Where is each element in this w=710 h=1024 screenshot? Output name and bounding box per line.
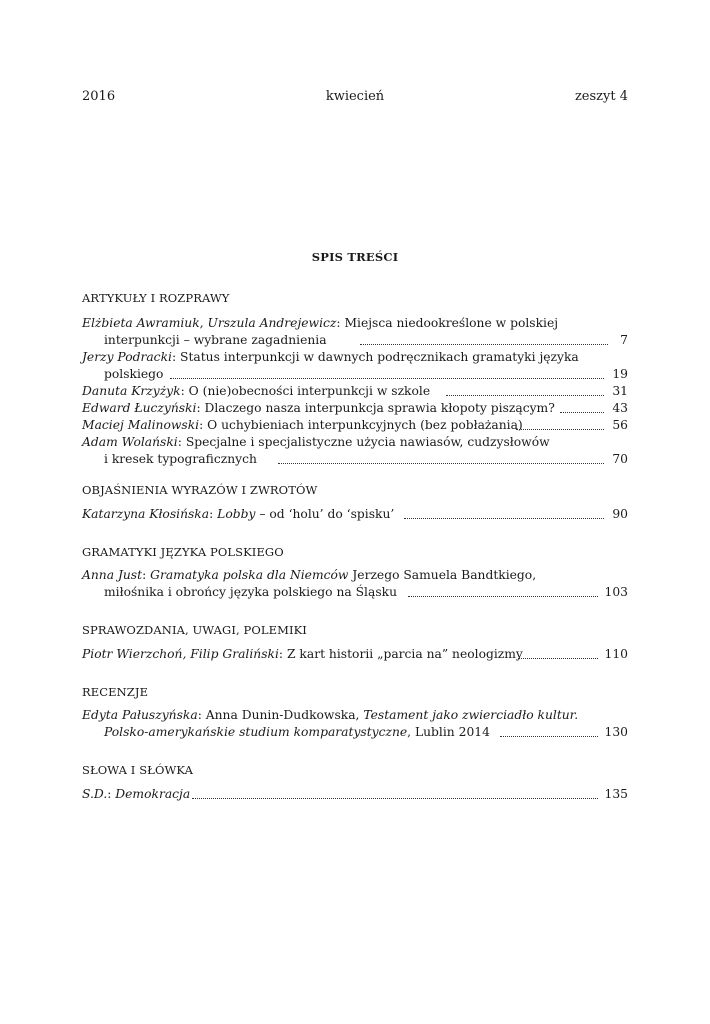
section-heading-grammars: GRAMATYKI JĘZYKA POLSKIEGO bbox=[82, 545, 284, 559]
entry-title-cont: i kresek typograficznych bbox=[104, 452, 257, 466]
entry-authors: Edyta Pałuszyńska bbox=[82, 708, 198, 722]
toc-entry-5[interactable]: Maciej Malinowski: O uchybieniach interpunkcyjnych (bez pobłażania) 56 bbox=[82, 418, 628, 432]
entry-authors: Elżbieta Awramiuk, Urszula Andrejewicz bbox=[82, 316, 337, 330]
toc-entry-2[interactable]: Jerzy Podracki: Status interpunkcji w dawnych podręcznikach gramatyki języka polskiego 19 bbox=[82, 350, 628, 381]
entry-title: Status interpunkcji w dawnych podręcznikach gramatyki języka bbox=[180, 350, 579, 364]
entry-title-cont: interpunkcji – wybrane zagadnienia bbox=[104, 333, 327, 347]
entry-title-italic: Testament jako zwierciadło kultur. bbox=[363, 708, 579, 722]
entry-page: 90 bbox=[612, 507, 628, 521]
entry-page: 31 bbox=[612, 384, 628, 398]
entry-title-italic: Lobby bbox=[217, 507, 256, 521]
entry-title: Anna Dunin-Dudkowska, bbox=[205, 708, 360, 722]
toc-entry-10[interactable]: Edyta Pałuszyńska: Anna Dunin-Dudkowska, Testament jako zwierciadło kultur. Polsko-amerykańskie studium komparatystyczne, Lublin 2014 130 bbox=[82, 708, 628, 739]
entry-page: 103 bbox=[604, 585, 628, 599]
entry-authors: S.D. bbox=[82, 787, 108, 801]
entry-title: Jerzego Samuela Bandtkiego, bbox=[352, 568, 537, 582]
toc-entry-11[interactable]: S.D.: Demokracja 135 bbox=[82, 787, 628, 801]
toc-entry-4[interactable]: Edward Łuczyński: Dlaczego nasza interpunkcja sprawia kłopoty piszącym? 43 bbox=[82, 401, 628, 415]
toc-entry-1[interactable]: Elżbieta Awramiuk, Urszula Andrejewicz: Miejsca niedookreślone w polskiej interpunkcji – wybrane zagadnienia 7 bbox=[82, 316, 628, 347]
entry-title: Dlaczego nasza interpunkcja sprawia kłopoty piszącym? bbox=[204, 401, 555, 415]
header-month: kwiecień bbox=[325, 89, 385, 104]
entry-title-italic: Demokracja bbox=[115, 787, 191, 801]
entry-page: 70 bbox=[612, 452, 628, 466]
section-heading-words: SŁOWA I SŁÓWKA bbox=[82, 763, 194, 777]
entry-authors: Edward Łuczyński bbox=[82, 401, 197, 415]
entry-title-cont-italic: Polsko-amerykańskie studium komparatystyczne bbox=[104, 725, 408, 739]
entry-authors: Piotr Wierzchoń, Filip Graliński bbox=[82, 647, 279, 661]
entry-title-cont: miłośnika i obrońcy języka polskiego na Śląsku bbox=[104, 585, 397, 599]
entry-title: Specjalne i specjalistyczne użycia nawiasów, cudzysłowów bbox=[185, 435, 550, 449]
toc-entry-3[interactable]: Danuta Krzyżyk: O (nie)obecności interpunkcji w szkole 31 bbox=[82, 384, 628, 398]
entry-page: 135 bbox=[604, 787, 628, 801]
header-year: 2016 bbox=[82, 89, 116, 104]
entry-authors: Jerzy Podracki bbox=[82, 350, 172, 364]
entry-title: – od ‘holu’ do ‘spisku’ bbox=[259, 507, 395, 521]
entry-page: 56 bbox=[612, 418, 628, 432]
entry-page: 130 bbox=[604, 725, 628, 739]
entry-page: 7 bbox=[620, 333, 628, 347]
entry-title: Z kart historii „parcia na” neologizmy bbox=[286, 647, 523, 661]
section-heading-articles: ARTYKUŁY I ROZPRAWY bbox=[82, 291, 230, 305]
entry-authors: Adam Wolański bbox=[82, 435, 178, 449]
toc-entry-6[interactable]: Adam Wolański: Specjalne i specjalistyczne użycia nawiasów, cudzysłowów i kresek typograficznych 70 bbox=[82, 435, 628, 466]
entry-title-cont: , Lublin 2014 bbox=[407, 725, 490, 739]
entry-title-cont: polskiego bbox=[104, 367, 164, 381]
running-header bbox=[82, 88, 628, 104]
entry-authors: Danuta Krzyżyk bbox=[82, 384, 181, 398]
entry-authors: Anna Just bbox=[82, 568, 143, 582]
entry-title: O uchybieniach interpunkcyjnych (bez pobłażania) bbox=[207, 418, 523, 432]
entry-title: O (nie)obecności interpunkcji w szkole bbox=[188, 384, 431, 398]
entry-title-italic: Gramatyka polska dla Niemców bbox=[150, 568, 349, 582]
header-issue: zeszyt 4 bbox=[574, 89, 628, 104]
section-heading-reports: SPRAWOZDANIA, UWAGI, POLEMIKI bbox=[82, 623, 307, 637]
toc-entry-7[interactable]: Katarzyna Kłosińska: Lobby – od ‘holu’ do ‘spisku’ 90 bbox=[82, 507, 628, 521]
entry-page: 19 bbox=[612, 367, 628, 381]
section-heading-reviews: RECENZJE bbox=[82, 685, 149, 699]
entry-authors: Katarzyna Kłosińska bbox=[82, 507, 210, 521]
toc-entry-9[interactable]: Piotr Wierzchoń, Filip Graliński: Z kart historii „parcia na” neologizmy 110 bbox=[82, 647, 628, 661]
page-title: SPIS TREŚCI bbox=[311, 250, 399, 264]
entry-authors: Maciej Malinowski bbox=[82, 418, 200, 432]
toc-entry-8[interactable]: Anna Just: Gramatyka polska dla Niemców Jerzego Samuela Bandtkiego, miłośnika i obrońcy języka polskiego na Śląsku 103 bbox=[82, 568, 628, 599]
entry-title: Miejsca niedookreślone w polskiej bbox=[344, 316, 559, 330]
entry-page: 110 bbox=[604, 647, 628, 661]
entry-page: 43 bbox=[612, 401, 628, 415]
section-heading-explanations: OBJAŚNIENIA WYRAZÓW I ZWROTÓW bbox=[82, 483, 318, 497]
